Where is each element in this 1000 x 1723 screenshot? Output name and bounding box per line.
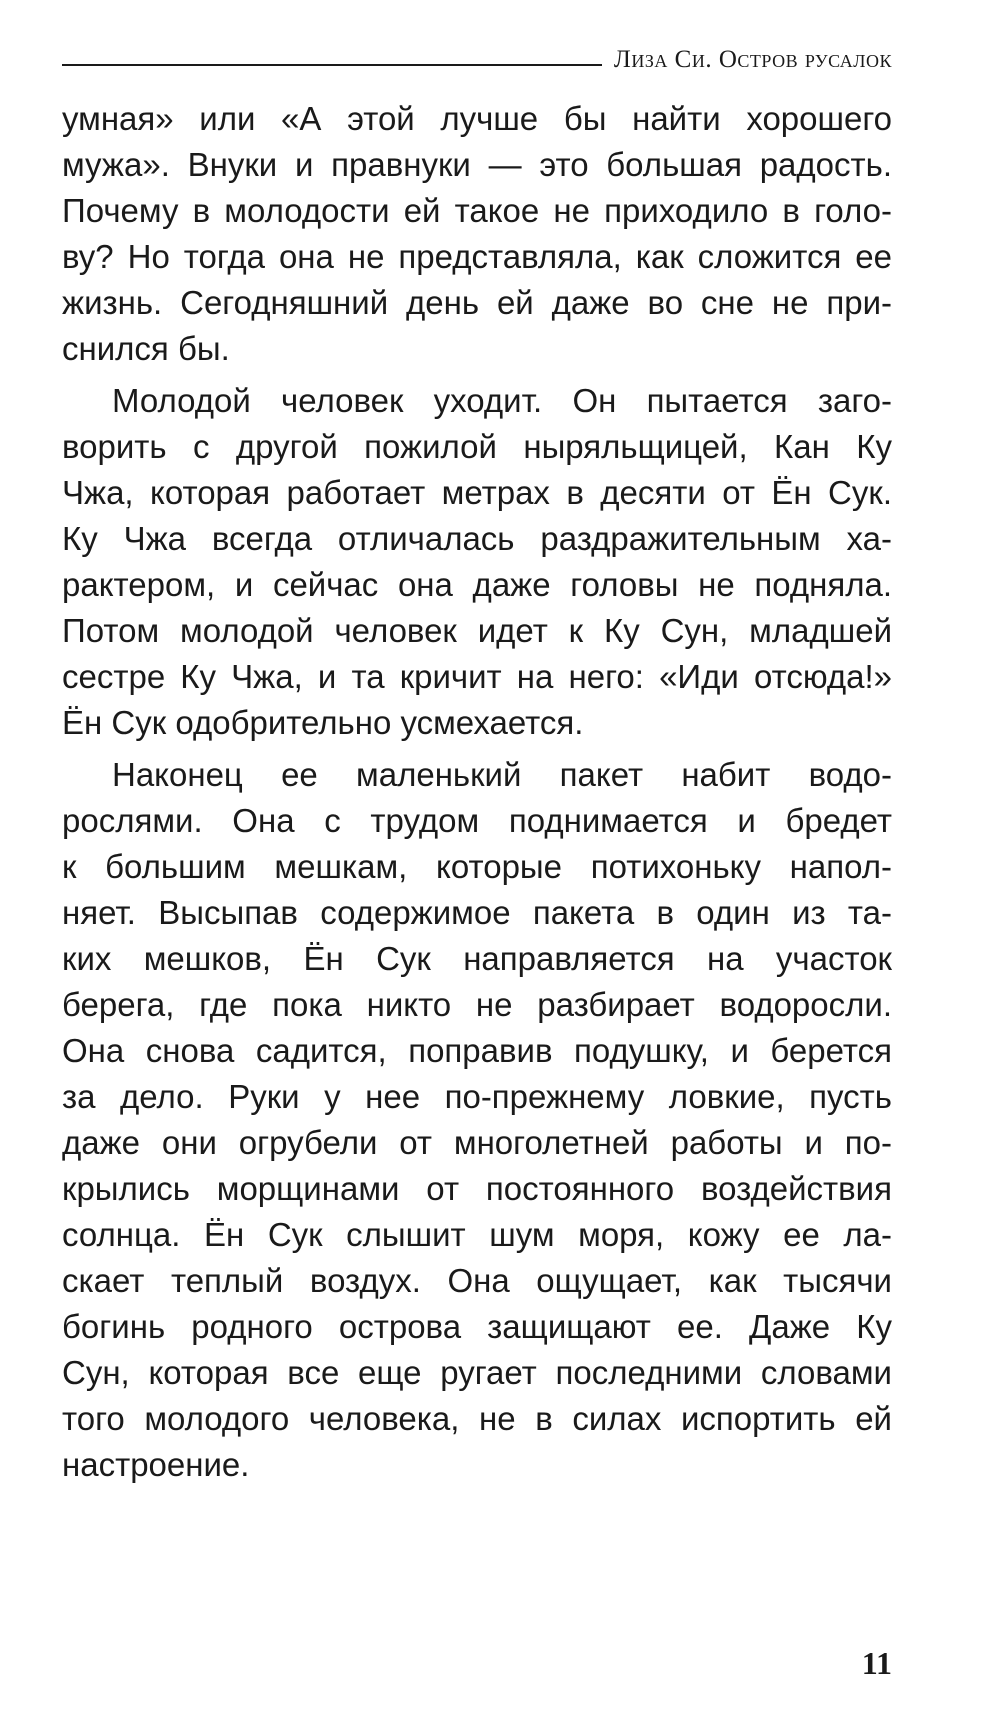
text-line: рактером, и сейчас она даже головы не подняла. bbox=[62, 566, 892, 603]
text-line: рослями. Она с трудом поднимается и бредет bbox=[62, 802, 892, 839]
text-line: Потом молодой человек идет к Ку Сун, младшей bbox=[62, 612, 892, 649]
text-line: скает теплый воздух. Она ощущает, как тысячи bbox=[62, 1262, 892, 1299]
text-line: Ку Чжа всегда отличалась раздражительным ха- bbox=[62, 520, 892, 557]
text-line: Почему в молодости ей такое не приходило в голо- bbox=[62, 192, 892, 229]
text-line: ких мешков, Ён Сук направляется на участок bbox=[62, 940, 892, 977]
header-rule bbox=[62, 64, 602, 66]
text-line: снился бы. bbox=[62, 330, 230, 367]
text-line: Ён Сук одобрительно усмехается. bbox=[62, 704, 584, 741]
book-page bbox=[62, 0, 892, 1723]
text-line: няет. Высыпав содержимое пакета в один из та- bbox=[62, 894, 892, 931]
text-line: умная» или «А этой лучше бы найти хорошего bbox=[62, 100, 892, 137]
text-line: Чжа, которая работает метрах в десяти от Ён Сук. bbox=[62, 474, 892, 511]
text-line: ворить с другой пожилой ныряльщицей, Кан Ку bbox=[62, 428, 892, 465]
text-line: за дело. Руки у нее по-прежнему ловкие, пусть bbox=[62, 1078, 892, 1115]
text-line: крылись морщинами от постоянного воздействия bbox=[62, 1170, 892, 1207]
text-line: Молодой человек уходит. Он пытается заго- bbox=[112, 382, 892, 419]
paragraph bbox=[62, 378, 892, 746]
paragraph bbox=[62, 96, 892, 372]
text-line: богинь родного острова защищают ее. Даже Ку bbox=[62, 1308, 892, 1345]
text-line: настроение. bbox=[62, 1446, 250, 1483]
text-line: даже они огрубели от многолетней работы и по- bbox=[62, 1124, 892, 1161]
text-line: мужа». Внуки и правнуки — это большая радость. bbox=[62, 146, 892, 183]
body-text bbox=[62, 96, 892, 1494]
paragraph bbox=[62, 752, 892, 1488]
text-line: Она снова садится, поправив подушку, и берется bbox=[62, 1032, 892, 1069]
running-title: Лиза Си. Остров русалок bbox=[613, 46, 892, 73]
text-line: Наконец ее маленький пакет набит водо- bbox=[112, 756, 892, 793]
running-header bbox=[62, 34, 892, 74]
text-line: сестре Ку Чжа, и та кричит на него: «Иди отсюда!» bbox=[62, 658, 892, 695]
text-line: того молодого человека, не в силах испортить ей bbox=[62, 1400, 892, 1437]
text-line: к большим мешкам, которые потихоньку напол- bbox=[62, 848, 892, 885]
text-line: солнца. Ён Сук слышит шум моря, кожу ее ла- bbox=[62, 1216, 892, 1253]
text-line: ву? Но тогда она не представляла, как сложится ее bbox=[62, 238, 892, 275]
text-line: берега, где пока никто не разбирает водоросли. bbox=[62, 986, 892, 1023]
text-line: жизнь. Сегодняшний день ей даже во сне не при- bbox=[62, 284, 892, 321]
page-number: 11 bbox=[861, 1645, 892, 1681]
text-line: Сун, которая все еще ругает последними словами bbox=[62, 1354, 892, 1391]
